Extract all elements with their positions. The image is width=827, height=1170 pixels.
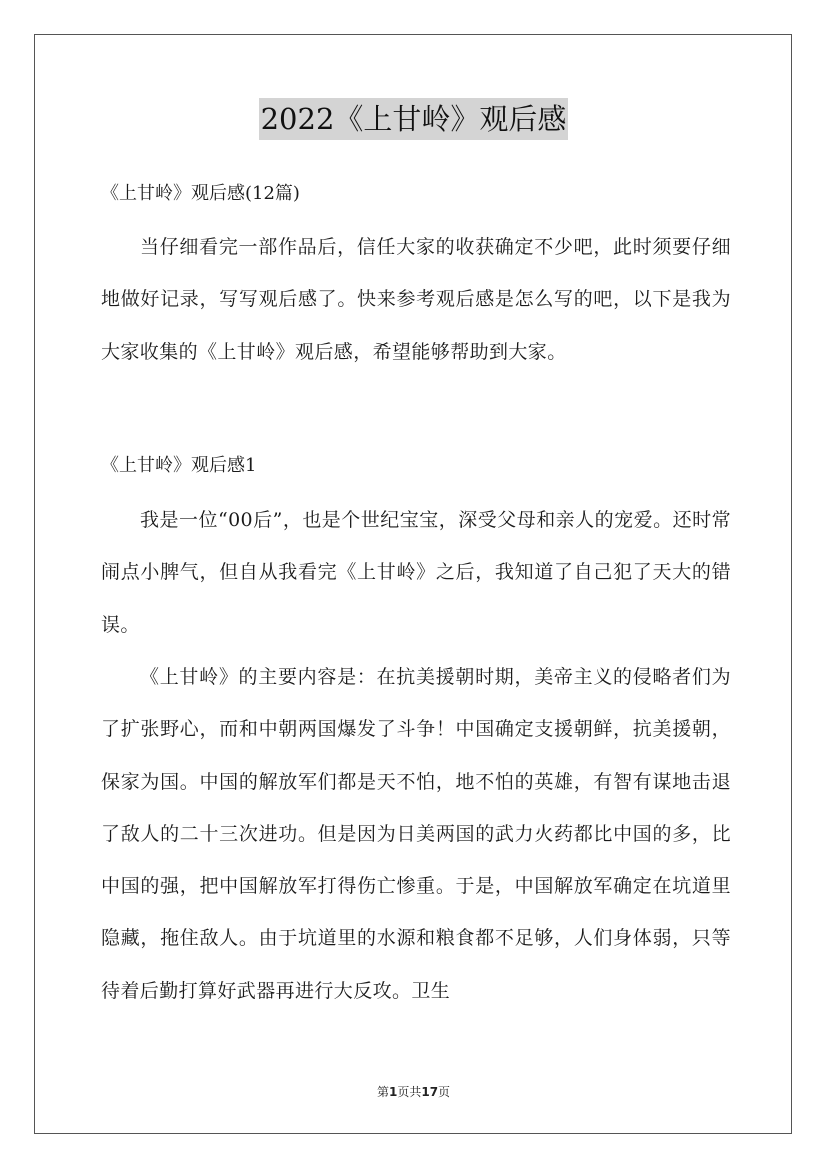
intro-paragraph: 当仔细看完一部作品后，信任大家的收获确定不少吧，此时须要仔细地做好记录，写写观后感了。快来参考观后感是怎么写的吧，以下是我为大家收集的《上甘岭》观后感，希望能够帮助到大家。	[101, 236, 731, 363]
page-prefix: 第	[376, 1085, 389, 1099]
page-number: 1	[388, 1085, 398, 1099]
page-suffix: 页	[397, 1085, 410, 1099]
total-pages: 17	[421, 1085, 439, 1099]
total-prefix: 共	[409, 1085, 422, 1099]
section-heading: 《上甘岭》观后感1	[101, 455, 257, 476]
body-paragraph-2: 《上甘岭》的主要内容是：在抗美援朝时期，美帝主义的侵略者们为了扩张野心，而和中朝两国爆发了斗争！中国确定支援朝鲜，抗美援朝，保家为国。中国的解放军们都是天不怕，地不怕的英雄，有智有谋地击退了敌人的二十三次进功。但是因为日美两国的武力火药都比中国的多，比中国的强，把中国解放军打得伤亡惨重。于是，中国解放军确定在坑道里隐藏，拖住敌人。由于坑道里的水源和粮食都不足够，人们身体弱，只等待着后勤打算好武器再进行大反攻。卫生	[101, 666, 731, 1002]
title-container	[0, 98, 827, 140]
document-title: 2022《上甘岭》观后感	[259, 98, 569, 140]
total-suffix: 页	[438, 1085, 451, 1099]
page-footer	[0, 1084, 827, 1100]
document-subtitle: 《上甘岭》观后感(12篇)	[101, 183, 300, 204]
body-paragraph-1: 我是一位“00后”，也是个世纪宝宝，深受父母和亲人的宠爱。还时常闹点小脾气，但自从我看完《上甘岭》之后，我知道了自己犯了天大的错误。	[101, 509, 731, 636]
